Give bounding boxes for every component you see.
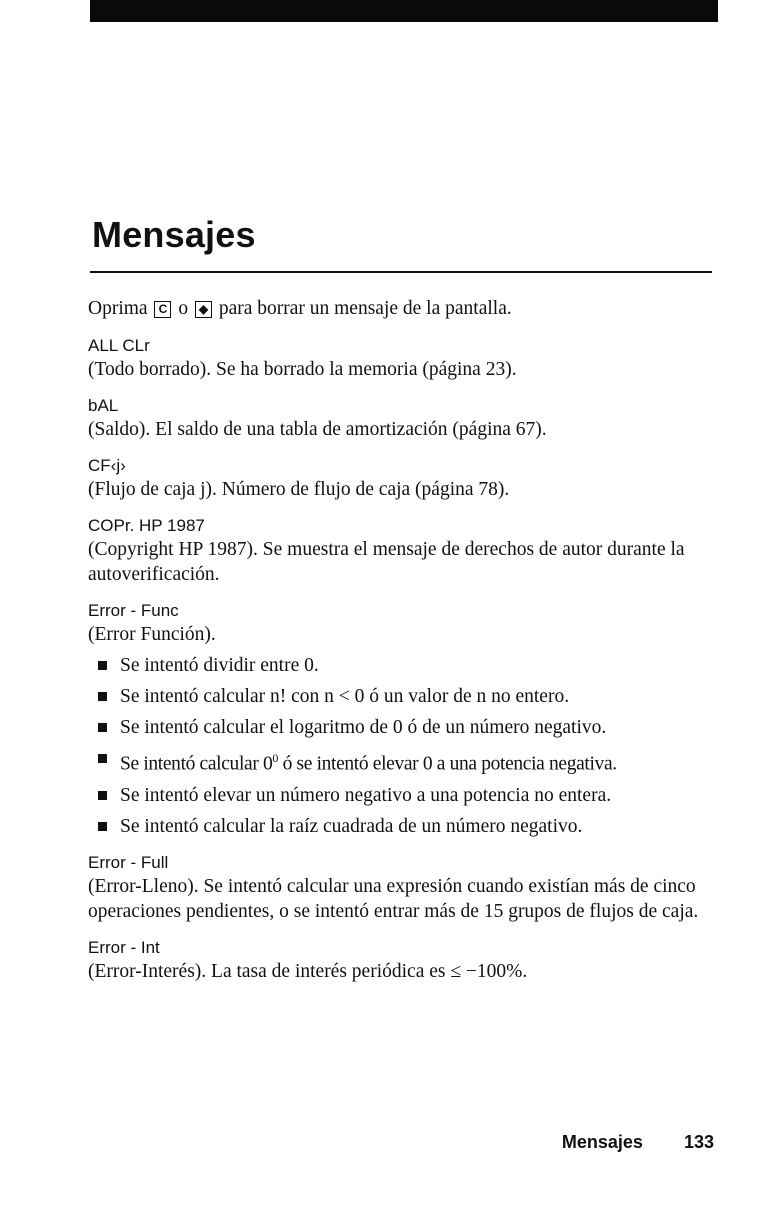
top-header-bar bbox=[90, 0, 718, 22]
list-item-text-rest: ó se intentó elevar 0 a una potencia negativa. bbox=[278, 753, 617, 775]
list-item-text: Se intentó calcular 0 bbox=[120, 753, 273, 775]
list-item-text: Se intentó calcular el logaritmo de 0 ó de un número negativo. bbox=[120, 717, 607, 738]
intro-text-after: para borrar un mensaje de la pantalla. bbox=[213, 298, 512, 319]
list-item bbox=[88, 746, 714, 777]
page-footer bbox=[562, 1132, 714, 1153]
list-item-text: Se intentó calcular la raíz cuadrada de un número negativo. bbox=[120, 815, 583, 837]
page-content bbox=[88, 296, 714, 997]
list-item-text: Se intentó dividir entre 0. bbox=[120, 655, 319, 676]
intro-text-middle: o bbox=[173, 298, 193, 319]
backspace-key-icon: ◆ bbox=[195, 301, 212, 318]
message-entry-error-int bbox=[88, 937, 714, 984]
bullet-square-icon bbox=[98, 822, 107, 831]
message-code: bAL bbox=[88, 396, 119, 415]
bullet-square-icon bbox=[98, 692, 107, 701]
intro-text-before: Oprima bbox=[88, 298, 153, 319]
message-description: (Todo borrado). Se ha borrado la memoria (página 23). bbox=[88, 359, 517, 380]
message-description: (Error-Lleno). Se intentó calcular una expresión cuando existían más de cinco operaciones pendientes, o se intentó entrar más de 15 grupos de flujos de caja. bbox=[88, 875, 699, 922]
message-description: (Flujo de caja j). Número de flujo de caja (página 78). bbox=[88, 479, 510, 500]
message-description: (Saldo). El saldo de una tabla de amortización (página 67). bbox=[88, 419, 547, 440]
message-entry-cf bbox=[88, 455, 714, 502]
footer-section-name: Mensajes bbox=[561, 1132, 643, 1152]
message-entry-error-full bbox=[88, 852, 714, 924]
list-item bbox=[88, 814, 714, 839]
list-item-text: Se intentó elevar un número negativo a una potencia no entera. bbox=[120, 784, 612, 806]
page-title: Mensajes bbox=[92, 214, 256, 255]
bullet-square-icon bbox=[98, 754, 107, 763]
error-func-cause-list bbox=[88, 653, 714, 839]
bullet-square-icon bbox=[98, 723, 107, 732]
message-code: ALL CLr bbox=[88, 336, 150, 355]
title-rule bbox=[90, 271, 712, 273]
list-item bbox=[88, 684, 714, 709]
bullet-square-icon bbox=[98, 661, 107, 670]
list-item bbox=[88, 783, 714, 808]
message-entry-error-func bbox=[88, 600, 714, 839]
bullet-square-icon bbox=[98, 791, 107, 800]
message-entry-copr bbox=[88, 515, 714, 587]
c-key-icon: C bbox=[154, 301, 171, 318]
list-item-text: Se intentó calcular n! con n < 0 ó un valor de n no entero. bbox=[120, 686, 570, 707]
message-entry-bal bbox=[88, 395, 714, 442]
page-number: 133 bbox=[683, 1132, 714, 1152]
superscript-exponent: 0 bbox=[272, 751, 279, 765]
message-code: Error - Func bbox=[88, 601, 179, 620]
message-description: (Error-Interés). La tasa de interés periódica es ≤ −100%. bbox=[88, 960, 528, 982]
message-description: (Error Función). bbox=[88, 624, 216, 645]
message-code: Error - Int bbox=[88, 937, 160, 957]
intro-paragraph bbox=[88, 296, 714, 321]
list-item bbox=[88, 653, 714, 678]
message-description: (Copyright HP 1987). Se muestra el mensaje de derechos de autor durante la autoverificación. bbox=[88, 539, 685, 585]
message-code: COPr. HP 1987 bbox=[88, 516, 205, 535]
message-code: Error - Full bbox=[88, 852, 169, 872]
message-entry-all-clr bbox=[88, 335, 714, 382]
list-item bbox=[88, 715, 714, 740]
message-code: CF‹j› bbox=[88, 456, 126, 475]
